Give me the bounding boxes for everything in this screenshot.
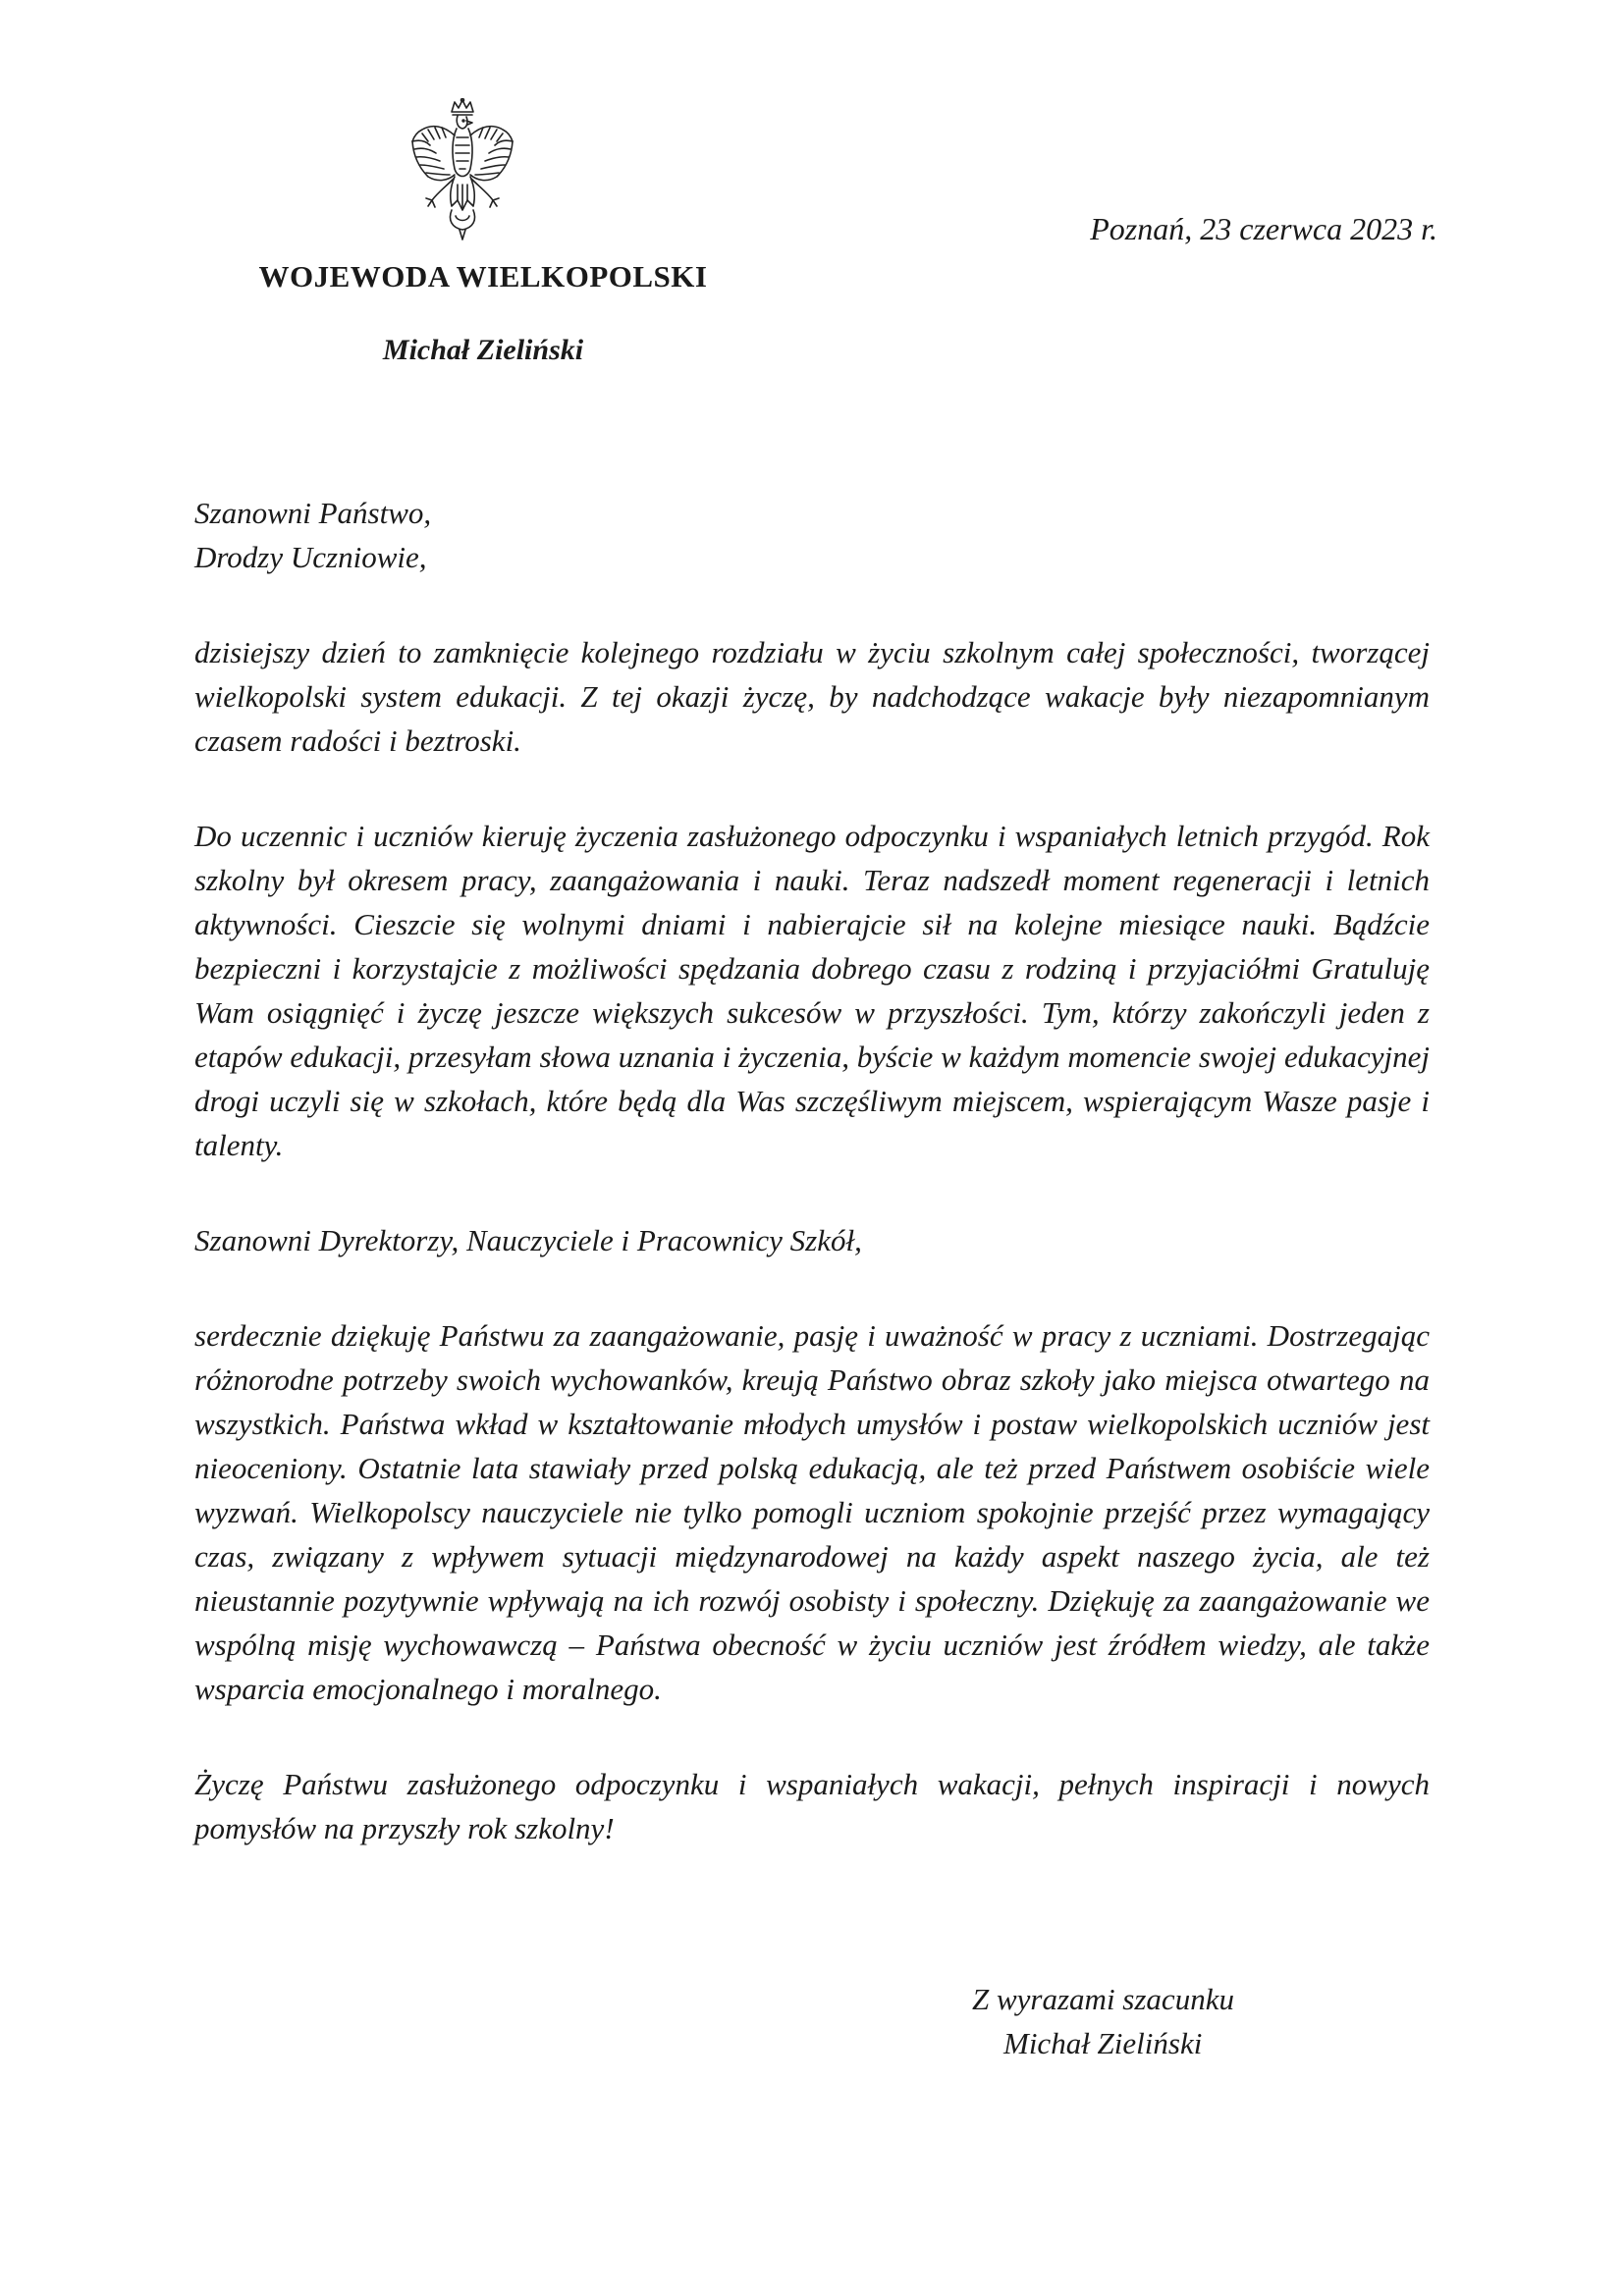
paragraph: dzisiejszy dzień to zamknięcie kolejnego rozdziału w życiu szkolnym całej społeczności, tworzącej wielkopolski system edukacji. Z tej okazji życzę, by nadchodzące wakacje były niezapomnianym czasem radości i beztroski. <box>194 635 1430 758</box>
office-title: WOJEWODA WIELKOPOLSKI <box>258 259 708 294</box>
polish-eagle-emblem-icon <box>408 98 516 243</box>
closing-block <box>972 1977 1234 2065</box>
letter-date: Poznań, 23 czerwca 2023 r. <box>1090 211 1437 246</box>
office-person-name: Michał Zieliński <box>382 334 584 366</box>
greeting-line: Szanowni Dyrektorzy, Nauczyciele i Pracownicy Szkół, <box>194 1223 862 1257</box>
signature-name: Michał Zieliński <box>1003 2026 1203 2060</box>
paragraph: Do uczennic i uczniów kieruję życzenia zasłużonego odpoczynku i wspaniałych letnich przygód. Rok szkolny był okresem pracy, zaangażowania i nauki. Teraz nadszedł moment regeneracji i letnich aktywności. Cieszcie się wolnymi dniami i nabierajcie sił na kolejne miesiące nauki. Bądźcie bezpieczni i korzystajcie z możliwości spędzania dobrego czasu z rodziną i przyjaciółmi Gratuluję Wam osiągnięć i życzę jeszcze większych sukcesów w przyszłości. Tym, którzy zakończyli jeden z etapów edukacji, przesyłam słowa uznania i życzenia, byście w każdym momencie swojej edukacyjnej drogi uczyli się w szkołach, które będą dla Was szczęśliwym miejscem, wspierającym Wasze pasje i talenty. <box>194 819 1430 1162</box>
paragraph: Życzę Państwu zasłużonego odpoczynku i wspaniałych wakacji, pełnych inspiracji i nowych pomysłów na przyszły rok szkolny! <box>194 1767 1430 1845</box>
letter-body <box>194 491 1430 1850</box>
greeting-line: Drodzy Uczniowie, <box>194 540 427 574</box>
closing-regards: Z wyrazami szacunku <box>972 1982 1234 2016</box>
greeting-line: Szanowni Państwo, <box>194 496 432 530</box>
salutation <box>194 491 1430 579</box>
paragraph: serdecznie dziękuję Państwu za zaangażowanie, pasję i uważność w pracy z uczniami. Dostrzegając różnorodne potrzeby swoich wychowanków, kreują Państwo obraz szkoły jako miejsca otwartego na wszystkich. Państwa wkład w kształtowanie młodych umysłów i postaw wielkopolskich uczniów jest nieoceniony. Ostatnie lata stawiały przed polską edukacją, ale też przed Państwem osobiście wiele wyzwań. Wielkopolscy nauczyciele nie tylko pomogli uczniom spokojnie przejść przez wymagający czas, związany z wpływem sytuacji międzynarodowej na każdy aspekt naszego życia, ale też nieustannie pozytywnie wpływają na ich rozwój osobisty i społeczny. Dziękuję za zaangażowanie we wspólną misję wychowawczą – Państwa obecność w życiu uczniów jest źródłem wiedzy, ale także wsparcia emocjonalnego i moralnego. <box>194 1318 1430 1706</box>
